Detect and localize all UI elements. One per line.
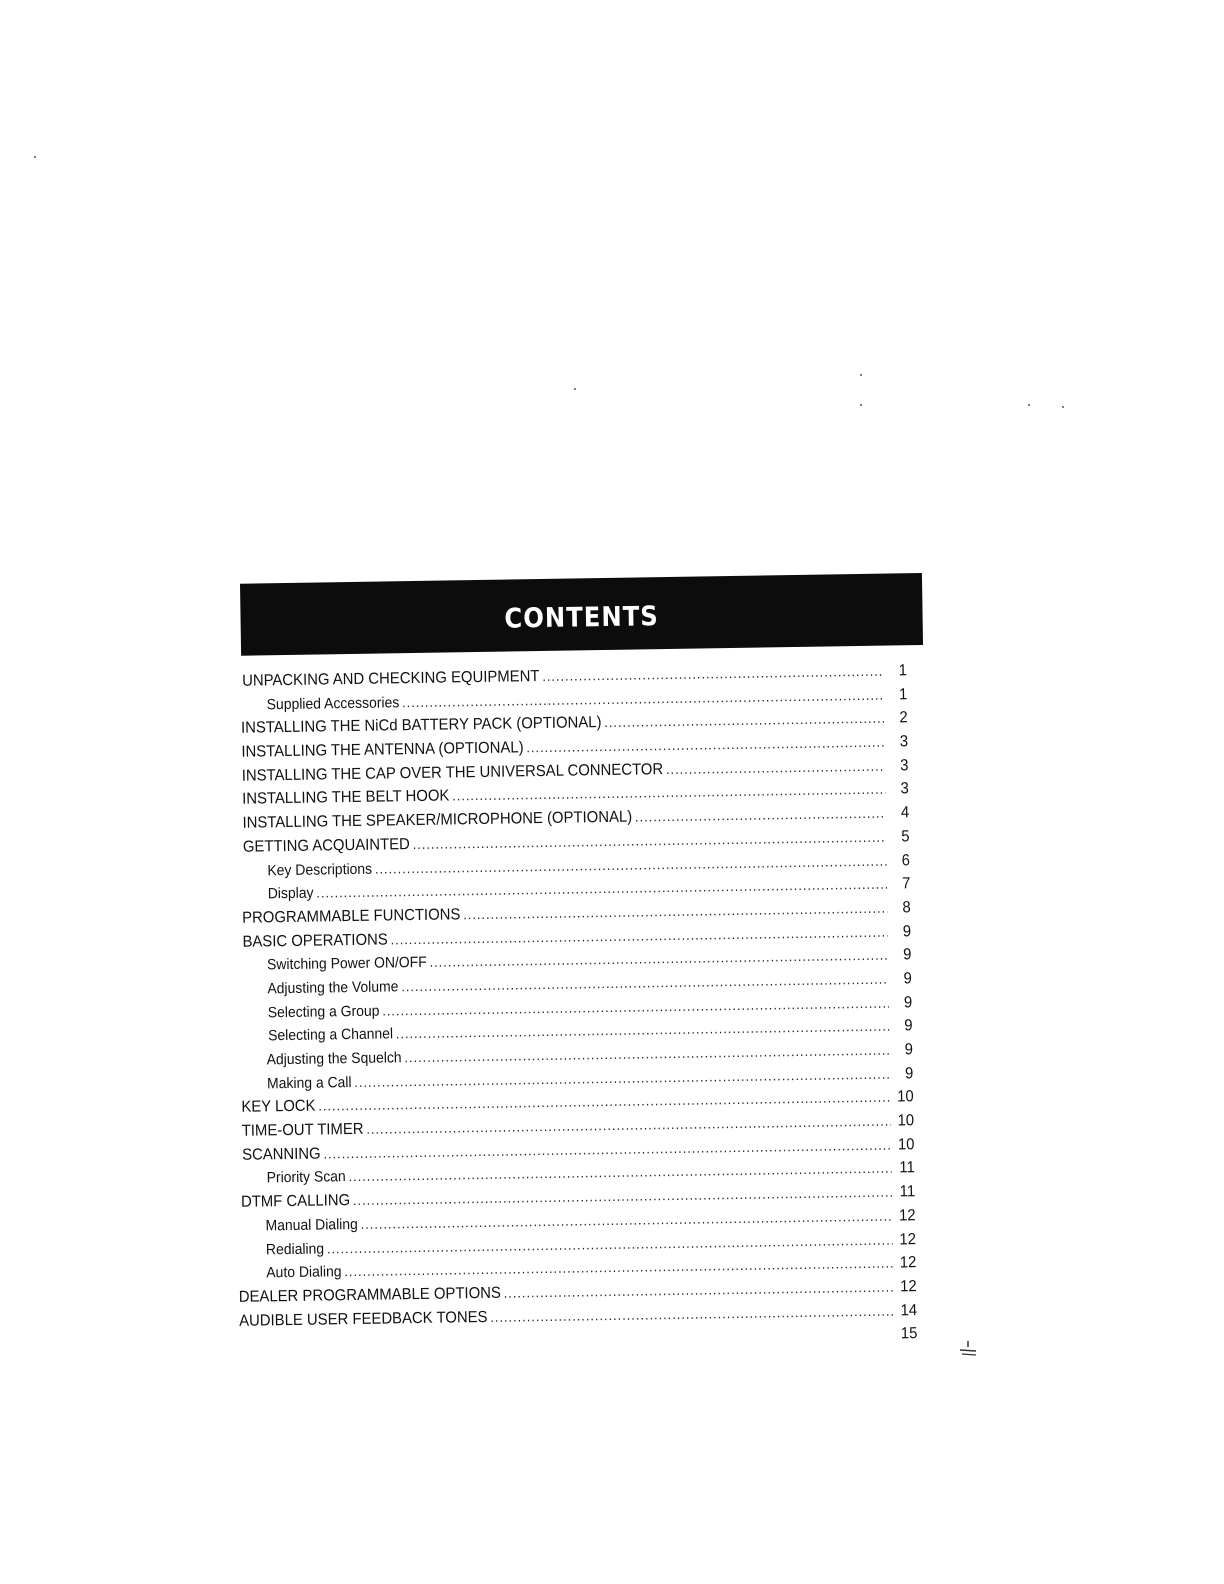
toc-entry-page: 10 — [897, 1135, 915, 1154]
toc-entry-page: 9 — [902, 922, 912, 940]
toc-entry-label: UNPACKING AND CHECKING EQUIPMENT — [241, 668, 540, 690]
table-of-contents — [222, 573, 934, 1373]
contents-header — [240, 573, 923, 656]
toc-entry-page: 11 — [899, 1183, 916, 1201]
toc-entry-label: Display — [267, 884, 314, 903]
scan-speck — [1028, 404, 1030, 406]
toc-entry-page: 9 — [904, 1017, 913, 1035]
toc-entry-page: 15 — [900, 1325, 918, 1343]
toc-entry-page: 10 — [897, 1112, 915, 1130]
toc-entry-label: Selecting a Channel — [268, 1025, 394, 1045]
toc-entry-label: Priority Scan — [266, 1168, 346, 1187]
toc-entry-label: Key Descriptions — [267, 860, 373, 879]
scan-speck — [34, 156, 36, 158]
toc-entry-page: 12 — [898, 1206, 916, 1225]
toc-entry-label: INSTALLING THE CAP OVER THE UNIVERSAL CONNECTOR — [241, 760, 664, 785]
toc-entry-label: Redialing — [265, 1239, 325, 1258]
toc-entry-label: Manual Dialing — [265, 1215, 358, 1235]
toc-entry-label: Selecting a Group — [267, 1002, 380, 1021]
toc-entry-label: Adjusting the Volume — [267, 978, 399, 998]
toc-entry-label: AUDIBLE USER FEEDBACK TONES — [239, 1308, 488, 1330]
toc-entry-page: 2 — [899, 709, 908, 727]
toc-entry-page: 8 — [902, 899, 911, 917]
toc-entry-label: PROGRAMMABLE FUNCTIONS — [241, 906, 461, 927]
toc-entry-label: Auto Dialing — [266, 1263, 342, 1282]
toc-entry-page: 12 — [899, 1278, 917, 1296]
toc-entry-page: 9 — [903, 993, 913, 1011]
toc-entry-label: GETTING ACQUAINTED — [242, 835, 410, 856]
dot-leader — [666, 754, 886, 781]
page-title: CONTENTS — [504, 600, 659, 635]
toc-entry-label: INSTALLING THE SPEAKER/MICROPHONE (OPTIONAL) — [242, 808, 633, 832]
toc-entry-page: 1 — [898, 685, 908, 704]
toc-entry-label: Switching Power ON/OFF — [266, 954, 427, 974]
toc-entry-page: 11 — [899, 1159, 915, 1177]
scan-speck — [860, 404, 862, 406]
toc-entry-label: INSTALLING THE ANTENNA (OPTIONAL) — [241, 739, 524, 761]
toc-entry-page: 3 — [900, 756, 909, 775]
toc-entry-page: 3 — [899, 733, 909, 751]
toc-entry-page: 14 — [900, 1301, 918, 1319]
toc-entry-page: 3 — [900, 780, 909, 798]
toc-entry-label: Supplied Accessories — [266, 693, 400, 713]
toc-entry-label: DTMF CALLING — [240, 1192, 351, 1211]
toc-entry-page: 9 — [903, 946, 912, 964]
scan-speck — [574, 388, 576, 390]
scan-speck — [1062, 406, 1064, 408]
toc-entry-label: Adjusting the Squelch — [266, 1049, 402, 1069]
toc-entry-label: KEY LOCK — [241, 1097, 316, 1117]
toc-entry-page: 9 — [903, 970, 912, 988]
toc-entry-page: 9 — [904, 1041, 914, 1059]
toc-entry-page: 10 — [897, 1088, 914, 1106]
toc-entry-page: 4 — [900, 804, 910, 822]
scan-mark-icon — [958, 1340, 978, 1356]
toc-entry-label: BASIC OPERATIONS — [242, 931, 388, 951]
scan-speck — [860, 374, 862, 376]
toc-entry-page: 12 — [899, 1230, 917, 1248]
toc-entry-page: 12 — [899, 1254, 917, 1272]
toc-entry-label: TIME-OUT TIMER — [241, 1120, 364, 1140]
toc-entry-page: 9 — [904, 1064, 914, 1083]
toc-entry-label: SCANNING — [241, 1145, 321, 1164]
toc-entry-label: INSTALLING THE NiCd BATTERY PACK (OPTIONAL) — [240, 714, 602, 738]
toc-entry-page: 7 — [901, 875, 911, 893]
toc-entry-page: 5 — [901, 828, 910, 846]
toc-entry-label: DEALER PROGRAMMABLE OPTIONS — [238, 1284, 502, 1306]
toc-entry-label: INSTALLING THE BELT HOOK — [241, 787, 450, 809]
toc-entry-label: Making a Call — [266, 1073, 352, 1093]
toc-list — [223, 659, 934, 1357]
toc-entry-page: 1 — [898, 662, 908, 680]
toc-entry-page: 6 — [901, 851, 911, 869]
